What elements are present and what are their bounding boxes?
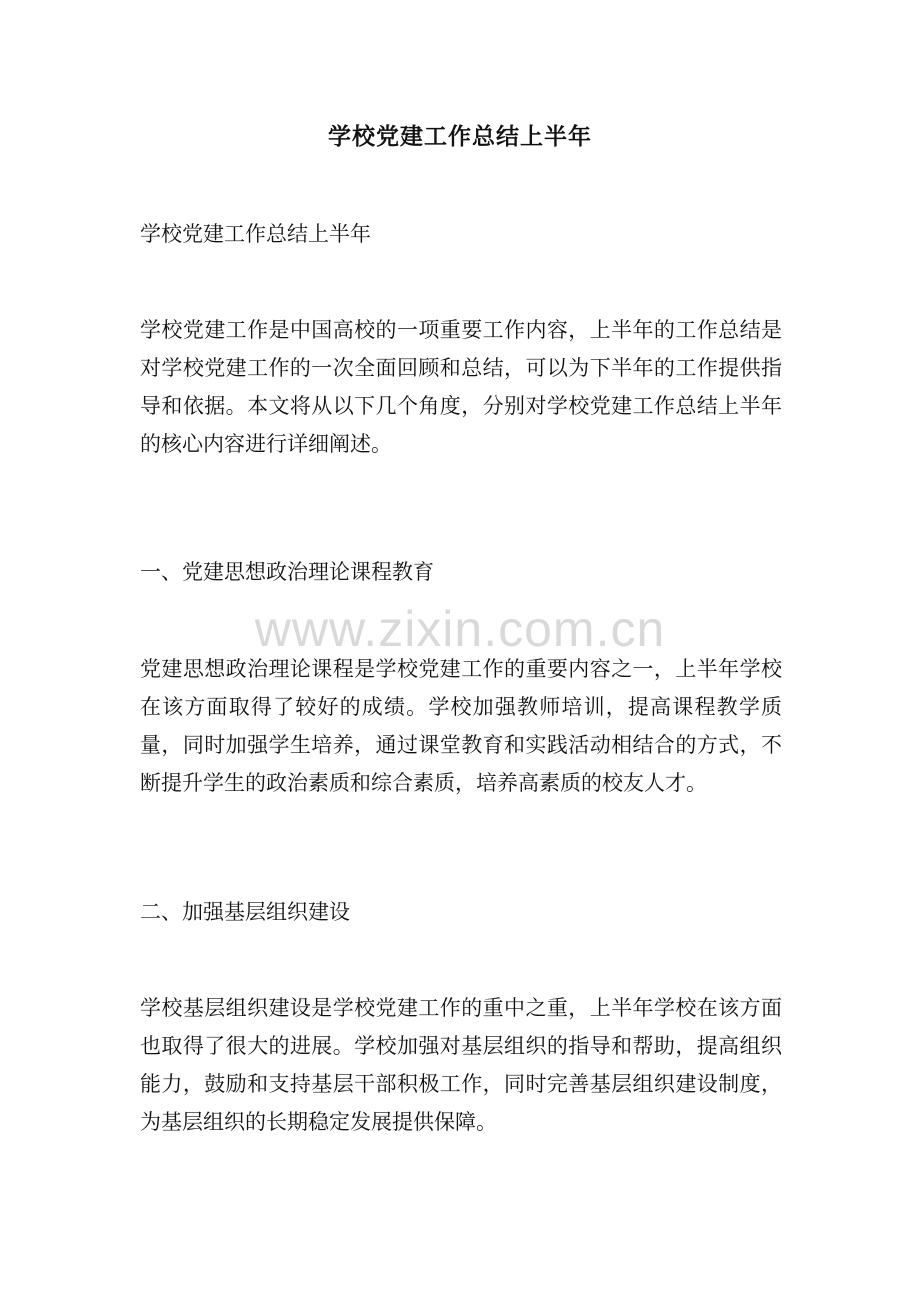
watermark: www.zixin.com.cn [254, 601, 666, 657]
document-title: 学校党建工作总结上半年 [328, 123, 592, 150]
section-heading-1: 一、党建思想政治理论课程教育 [140, 560, 434, 584]
section-heading-2: 二、加强基层组织建设 [140, 900, 350, 924]
section-body-1: 党建思想政治理论课程是学校党建工作的重要内容之一，上半年学校在该方面取得了较好的成绩。学校加强教师培训，提高课程教学质量，同时加强学生培养，通过课堂教育和实践活动相结合的方式，不断提升学生的政治素质和综合素质，培养高素质的校友人才。 [140, 657, 782, 795]
section-body-2: 学校基层组织建设是学校党建工作的重中之重，上半年学校在该方面也取得了很大的进展。学校加强对基层组织的指导和帮助，提高组织能力，鼓励和支持基层干部积极工作，同时完善基层组织建设制度，为基层组织的长期稳定发展提供保障。 [140, 996, 782, 1134]
document-subtitle: 学校党建工作总结上半年 [140, 222, 371, 246]
intro-paragraph: 学校党建工作是中国高校的一项重要工作内容，上半年的工作总结是对学校党建工作的一次全面回顾和总结，可以为下半年的工作提供指导和依据。本文将从以下几个角度，分别对学校党建工作总结上半年的核心内容进行详细阐述。 [140, 318, 782, 456]
